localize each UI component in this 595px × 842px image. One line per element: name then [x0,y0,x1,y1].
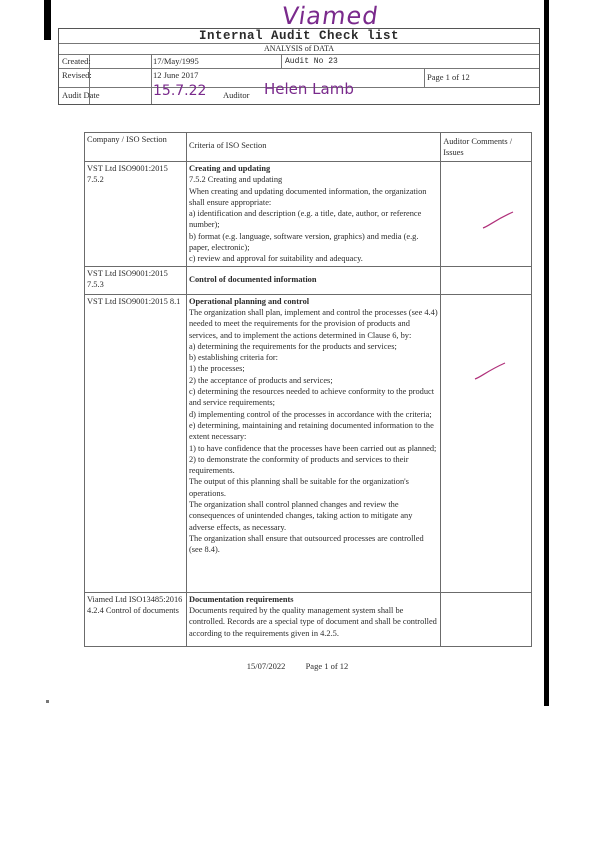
page-footer [0,661,595,671]
auditor-comment-cell [441,294,532,592]
audit-date-handwritten: 15.7.22 [153,83,207,99]
footer-page: Page 1 of 12 [305,661,349,671]
criteria-line: 1) the processes; [188,364,245,374]
table-row [85,162,532,267]
document-subtitle: ANALYSIS of DATA [263,44,335,53]
company-section-cell: VST Ltd ISO9001:2015 7.5.3 [85,266,187,294]
criteria-line: a) identification and description (e.g. a title, date, author, or reference number); [188,209,422,230]
criteria-line: a) determining the requirements for the products and services; [188,341,397,351]
document-header [58,28,540,105]
criteria-title: Creating and updating [188,164,271,173]
auditor-comment-cell [441,592,532,646]
criteria-line: b) format (e.g. language, software version, graphics) and media (e.g. paper, electronic); [188,231,419,253]
criteria-line: b) establishing criteria for: [188,353,279,363]
created-label: Created: [62,56,91,66]
column-header-company: Company / ISO Section [85,133,187,162]
page-indicator: Page 1 of 12 [427,72,470,82]
column-header-criteria: Criteria of ISO Section [186,133,440,162]
document-title: Internal Audit Check list [198,29,400,43]
handwritten-tick-icon [471,357,511,387]
table-row [85,266,532,294]
criteria-line: 2) to demonstrate the conformity of products and services to their requirements. [188,454,409,476]
criteria-cell [186,266,440,294]
criteria-title: Control of documented information [188,274,317,284]
revised-label: Revised: [62,70,92,80]
criteria-line: 1) to have confidence that the processes have been carried out as planned; [188,443,437,453]
company-section-cell: Viamed Ltd ISO13485:2016 4.2.4 Control of documents [85,592,187,646]
criteria-title: Operational planning and control [188,296,310,306]
auditor-label: Auditor [223,90,250,100]
table-row [85,592,532,646]
company-section-cell: VST Ltd ISO9001:2015 8.1 [85,294,187,592]
table-row [85,294,532,592]
criteria-title: Documentation requirements [188,594,294,604]
handwritten-tick-icon [479,206,519,236]
criteria-line: Documents required by the quality management system shall be controlled. Records are a special type of document and shall be controlled according to the requirements given in 4.2.5. [188,605,437,638]
auditor-name-handwritten: Helen Lamb [264,80,354,98]
criteria-line: The organization shall control planned changes and review the consequences of unintended changes, taking action to mitigate any adverse effects, as necessary. [188,500,413,532]
criteria-line: The organization shall plan, implement and control the processes (see 4.4) needed to meet the requirements for the provision of products and services, and to implement the actions determined in Clause 6, by: [188,307,438,340]
auditor-comment-cell [441,162,532,267]
criteria-cell [186,592,440,646]
footer-date: 15/07/2022 [246,661,286,671]
revised-value: 12 June 2017 [153,70,199,80]
criteria-line: 7.5.2 Creating and updating [188,175,283,185]
criteria-line: c) determining the resources needed to achieve conformity to the product and service requirements; [188,387,435,408]
scan-edge-right [544,0,549,706]
scan-speck [46,700,49,703]
audit-date-label: Audit Date [62,90,100,100]
table-header-row [85,133,532,162]
audit-number: Audit No 23 [285,57,338,66]
auditor-comment-cell [441,266,532,294]
handwritten-company-name: Viamed [280,2,381,30]
created-value: 17/May/1995 [153,56,199,66]
criteria-line: The output of this planning shall be suitable for the organization's operations. [188,477,409,498]
audit-checklist-table [84,132,532,647]
criteria-line: c) review and approval for suitability and adequacy. [188,254,363,264]
criteria-cell [186,162,440,267]
scan-edge-left [44,0,51,40]
criteria-line: e) determining, maintaining and retaining documented information to the extent necessary: [188,420,434,442]
criteria-line: The organization shall ensure that outsourced processes are controlled (see 8.4). [188,533,424,555]
criteria-cell [186,294,440,592]
criteria-line: When creating and updating documented information, the organization shall ensure appropriate: [188,186,427,207]
criteria-line: 2) the acceptance of products and services; [188,375,333,385]
company-section-cell: VST Ltd ISO9001:2015 7.5.2 [85,162,187,267]
criteria-line: d) implementing control of the processes in accordance with the criteria; [188,409,432,419]
column-header-comments: Auditor Comments / Issues [441,133,532,162]
